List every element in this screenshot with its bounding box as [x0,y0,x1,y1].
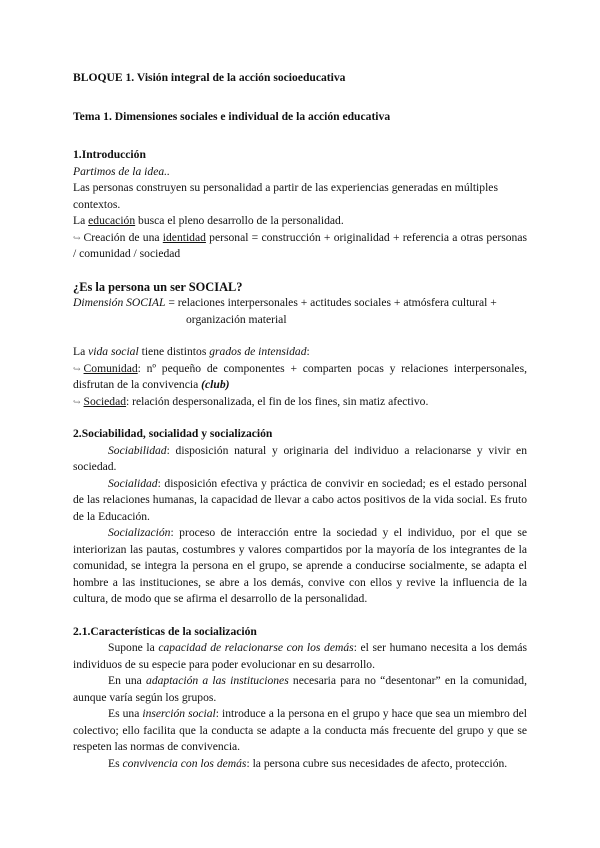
arrow-icon: ↪ [73,363,81,374]
characteristic-1 [73,640,527,673]
text-span: : el ser humano necesita a los demás individuos de su especie para poder evolucionar en su desarrollo. [73,641,527,671]
identidad-term: identidad [162,230,206,244]
text-span: : proceso de interacción entre la sociedad y el individuo, por el que se interiorizan las pautas, costumbres y valores compartidos por la mayoría de los integrantes de la comunidad, se integra la persona en el grupo, se aprende a conducirse socialmente, se adapta el hombre a las instituciones, se abre a los demás, convive con ellos y revive la influencia de la cultura, de modo que se afirma el desarrollo de la personalidad. [73,526,527,605]
text-span: Creación de una [83,230,163,244]
text-span: : disposición efectiva y práctica de convivir en sociedad; es el estado personal de las relaciones humanas, la capacidad de llevar a cabo actos positivos de la vida social. Es fruto de la Educación. [73,476,527,523]
spacer [73,263,527,279]
text-span: En una [108,674,147,687]
text-span: : [306,345,310,358]
characteristic-term: convivencia con los demás [122,756,247,770]
arrow-icon: ↪ [73,396,81,407]
intro-paragraph-2 [73,213,527,230]
text-span: : nº pequeño de componentes + comparten pocas y relaciones interpersonales, disfrutan de la convivencia [73,361,527,391]
text-span: busca el pleno desarrollo de la personalidad. [135,214,344,227]
socialidad-term: Socialidad [108,476,158,490]
text-span: tiene distintos [138,345,210,358]
text-span: : introduce a la persona en el grupo y hace que sea un miembro del colectivo; ello facilita que la conducta se adapte a la conducta más frecuente del grupo y que se respeten las normas de convivencia. [73,707,527,753]
intro-paragraph-1: Las personas construyen su personalidad a partir de las experiencias generadas en múltiples contextos. [73,181,498,211]
topic-title: Tema 1. Dimensiones sociales e individual de la acción educativa [73,109,391,123]
intro-paragraph-3 [73,230,527,263]
text-span: personal = construcción + originalidad + referencia a otras personas / comunidad / sociedad [73,230,527,260]
sociabilidad-paragraph [73,443,527,476]
socializacion-paragraph [73,525,527,608]
section-2-heading: 2.Sociabilidad, socialidad y socialización [73,427,273,440]
social-dimension-definition [73,295,527,312]
text-span: = relaciones interpersonales + actitudes sociales + atmósfera cultural + [165,296,497,309]
characteristic-term: inserción social [142,707,216,720]
comunidad-term: Comunidad [83,361,138,375]
grados-term: grados de intensidad [209,345,307,358]
intro-lead: Partimos de la idea.. [73,164,170,178]
text-span: La [73,345,89,358]
text-span: Es una [108,707,143,720]
section-2-1-heading: 2.1.Características de la socialización [73,624,257,638]
club-note: (club) [201,378,230,391]
spacer [73,410,527,426]
vida-social-term: vida social [88,345,139,358]
sociedad-item [73,394,527,411]
text-span: necesaria para no “desentonar” en la comunidad, aunque varía según los grupos. [73,674,528,704]
document-body [73,70,527,772]
text-span: Supone la [108,641,159,654]
vida-social-line [73,344,527,361]
intro-heading: 1.Introducción [73,148,146,161]
social-dimension-definition-cont: organización material [186,312,287,326]
sociabilidad-term: Sociabilidad [108,443,167,457]
text-span: : la persona cubre sus necesidades de afecto, protección. [246,756,508,770]
characteristic-3 [73,706,527,756]
dimension-social-term: Dimensión SOCIAL [73,296,166,309]
socializacion-term: Socialización [108,526,171,539]
text-span: Es [108,756,123,770]
text-span: La [73,214,89,227]
characteristic-2 [73,673,527,706]
characteristic-term: capacidad de relacionarse con los demás [158,641,354,654]
arrow-icon: ↪ [73,232,81,243]
social-heading: ¿Es la persona un ser SOCIAL? [73,279,243,294]
spacer [73,608,527,624]
comunidad-item [73,361,527,394]
characteristic-4 [73,756,527,773]
block-title: BLOQUE 1. Visión integral de la acción socioeducativa [73,71,346,84]
text-span: : relación despersonalizada, el fin de los fines, sin matiz afectivo. [126,394,429,408]
characteristic-term: adaptación a las instituciones [146,674,289,687]
spacer [73,328,527,344]
text-span: : disposición natural y originaria del individuo a relacionarse y vivir en sociedad. [73,443,527,473]
socialidad-paragraph [73,476,527,526]
sociedad-term: Sociedad [83,394,127,408]
educacion-term: educación [88,214,136,227]
